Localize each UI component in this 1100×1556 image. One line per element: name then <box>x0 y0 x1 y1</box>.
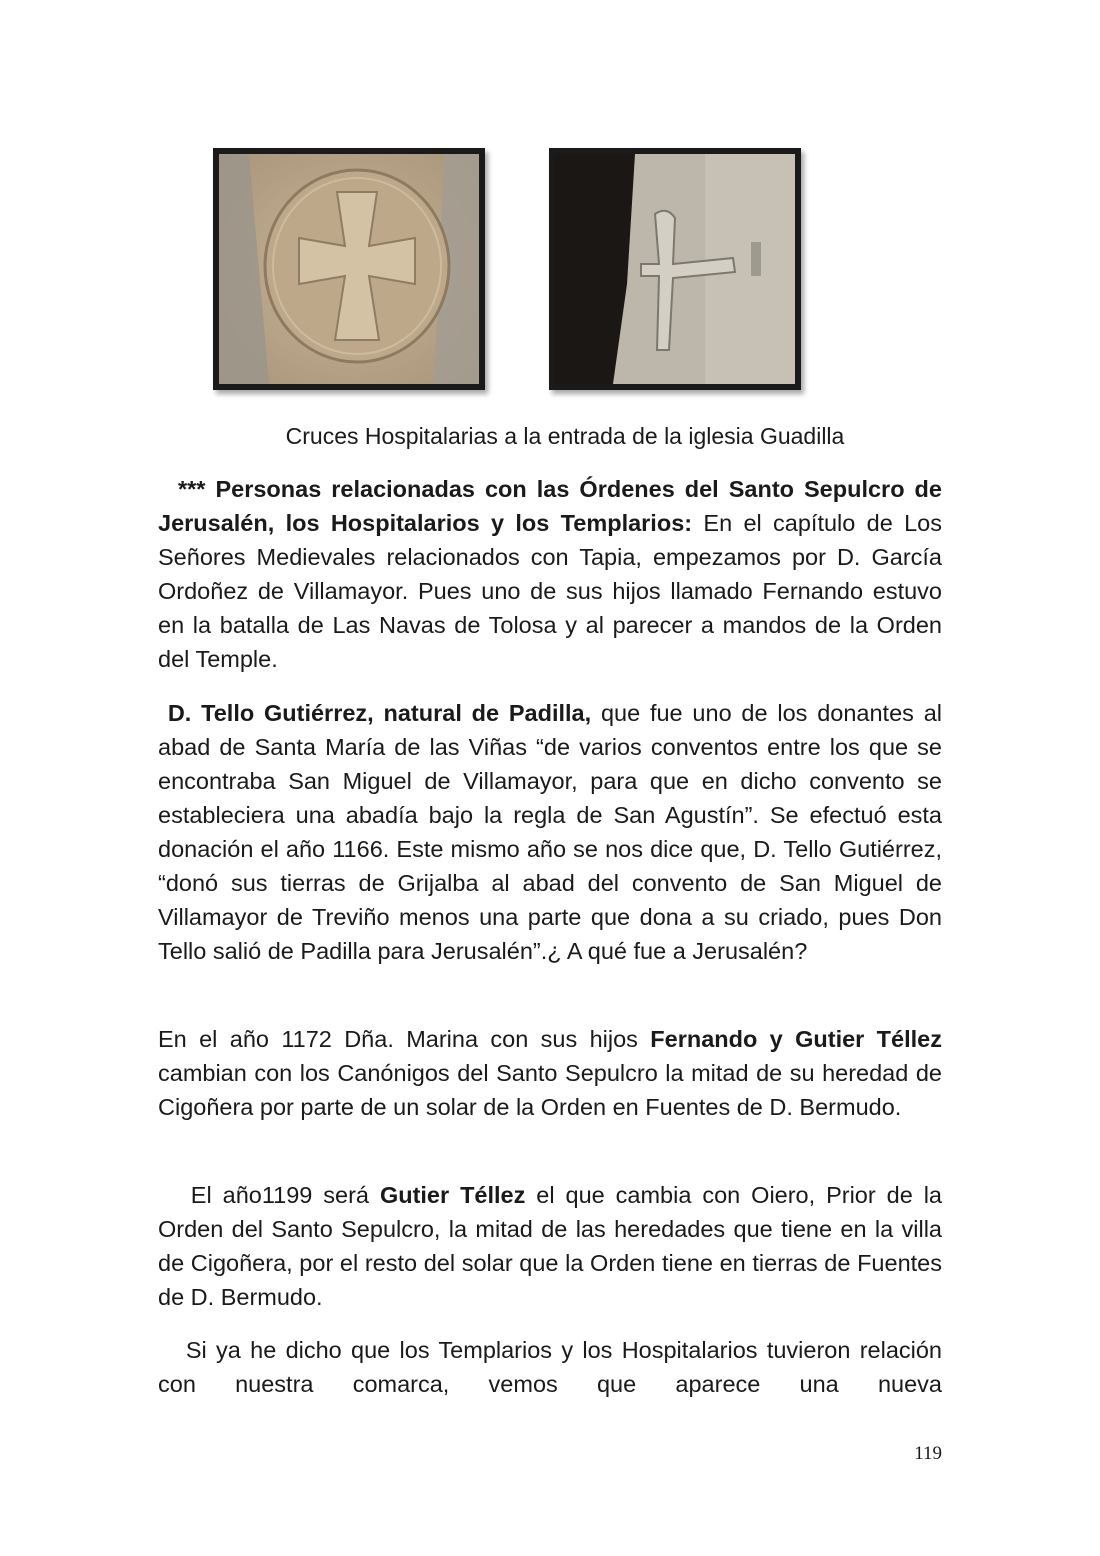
paragraph-tello-gutierrez <box>158 696 942 968</box>
paragraph-text: el que cambia con Oiero, Prior de la Orden del Santo Sepulcro, la mitad de las heredades que tiene en la villa de Cigoñera, por el resto del solar que la Orden tiene en tierras de Fuentes de D. Bermudo. <box>158 1182 942 1310</box>
section-heading: *** Personas relacionadas con las Órdenes del Santo Sepulcro de Jerusalén, los Hospitalarios y los Templarios: <box>158 476 942 536</box>
cross-carving-photo <box>549 148 801 390</box>
paragraph-text: Si ya he dicho que los Templarios y los Hospitalarios tuvieron relación con nuestra comarca, vemos que aparece una nueva <box>158 1337 942 1397</box>
bold-name: Fernando y Gutier Téllez <box>650 1026 942 1052</box>
paragraph-text: En el año 1172 Dña. Marina con sus hijos <box>158 1026 651 1052</box>
paragraph-year-1172 <box>158 1022 942 1124</box>
paragraph-year-1199 <box>158 1178 942 1314</box>
bold-name: D. Tello Gutiérrez, natural de Padilla, <box>167 700 592 726</box>
bold-name: Gutier Téllez <box>379 1182 526 1208</box>
paragraph-text: En el capítulo de Los Señores Medievales relacionados con Tapia, empezamos por D. García Ordoñez de Villamayor. Pues uno de sus hijos llamado Fernando estuvo en la batalla de Las Navas de Tolosa y al parecer a mandos de la Orden del Temple. <box>158 510 942 672</box>
paragraph-text: El año1199 será <box>190 1182 380 1208</box>
image-caption: Cruces Hospitalarias a la entrada de la iglesia Guadilla <box>285 423 845 449</box>
page-number: 119 <box>914 1443 942 1464</box>
circled-cross-carving-photo <box>213 148 485 390</box>
paragraph-templars-hospitallers <box>158 1333 942 1401</box>
paragraph-text: que fue uno de los donantes al abad de Santa María de las Viñas “de varios conventos entre los que se encontraba San Miguel de Villamayor, para que en dicho convento se estableciera una abadía bajo la regla de San Agustín”. Se efectuó esta donación el año 1166. Este mismo año se nos dice que, D. Tello Gutiérrez, “donó sus tierras de Grijalba al abad del convento de San Miguel de Villamayor de Treviño menos una parte que dona a su criado, pues Don Tello salió de Padilla para Jerusalén”.¿ A qué fue a Jerusalén? <box>158 700 942 964</box>
paragraph-text: cambian con los Canónigos del Santo Sepulcro la mitad de su heredad de Cigoñera por parte de un solar de la Orden en Fuentes de D. Bermudo. <box>158 1060 942 1120</box>
paragraph-orders-intro <box>158 472 942 676</box>
